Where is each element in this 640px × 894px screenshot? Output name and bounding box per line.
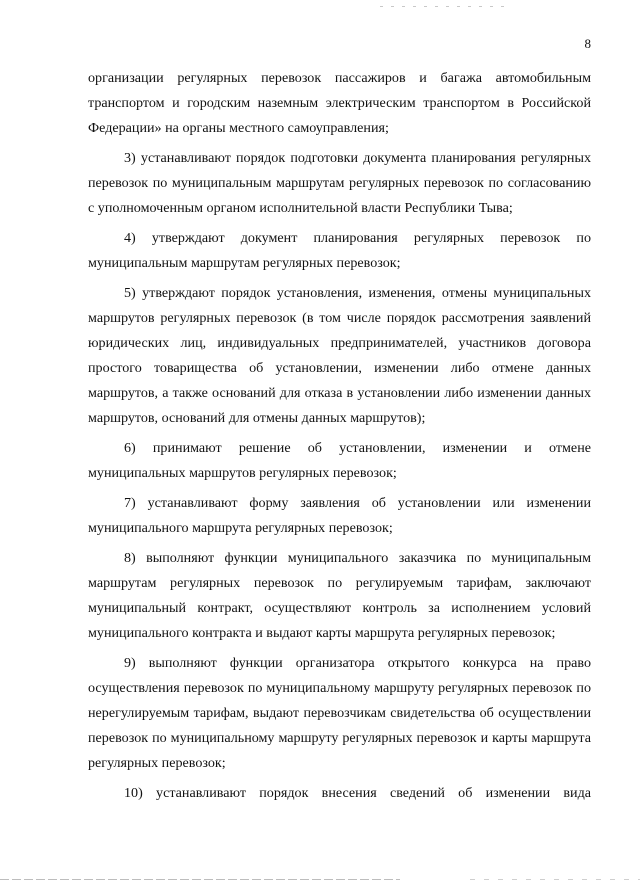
list-item-5: 5) утверждают порядок установления, изменения, отмены муниципальных маршрутов регулярных перевозок (в том числе порядок рассмотрения заявлений юридических лиц, индивидуальных предпринимателей, участников договора простого товарищества об установлении, изменении либо отмене данных маршрутов, а также оснований для отказа в установлении либо изменении данных маршрутов, оснований для отмены данных маршрутов); bbox=[88, 285, 591, 426]
scan-bottom-edge-right bbox=[470, 879, 640, 880]
list-item-6: 6) принимают решение об установлении, изменении и отмене муниципальных маршрутов регулярных перевозок; bbox=[88, 440, 591, 481]
document-body bbox=[88, 66, 591, 811]
list-item-10: 10) устанавливают порядок внесения сведений об изменении вида bbox=[124, 785, 591, 801]
page-number: 8 bbox=[584, 36, 591, 51]
list-item-3: 3) устанавливают порядок подготовки документа планирования регулярных перевозок по муниципальным маршрутам регулярных перевозок по согласованию с уполномоченным органом исполнительной власти Республики Тыва; bbox=[88, 150, 591, 216]
list-item-4: 4) утверждают документ планирования регулярных перевозок по муниципальным маршрутам регулярных перевозок; bbox=[88, 230, 591, 271]
list-item-8: 8) выполняют функции муниципального заказчика по муниципальным маршрутам регулярных перевозок по регулируемым тарифам, заключают муниципальный контракт, осуществляют контроль за исполнением условий муниципального контракта и выдают карты маршрута регулярных перевозок; bbox=[88, 550, 591, 641]
paragraph-continuation: организации регулярных перевозок пассажиров и багажа автомобильным транспортом и городским наземным электрическим транспортом в Российской Федерации» на органы местного самоуправления; bbox=[88, 70, 591, 136]
list-item-9: 9) выполняют функции организатора открытого конкурса на право осуществления перевозок по муниципальному маршруту регулярных перевозок по нерегулируемым тарифам, выдают перевозчикам свидетельства об осуществлении перевозок по муниципальному маршруту регулярных перевозок и карты маршрута регулярных перевозок; bbox=[88, 655, 591, 771]
scan-bottom-edge bbox=[0, 879, 400, 880]
scan-edge-mark bbox=[380, 6, 510, 7]
list-item-7: 7) устанавливают форму заявления об установлении или изменении муниципального маршрута регулярных перевозок; bbox=[88, 495, 591, 536]
